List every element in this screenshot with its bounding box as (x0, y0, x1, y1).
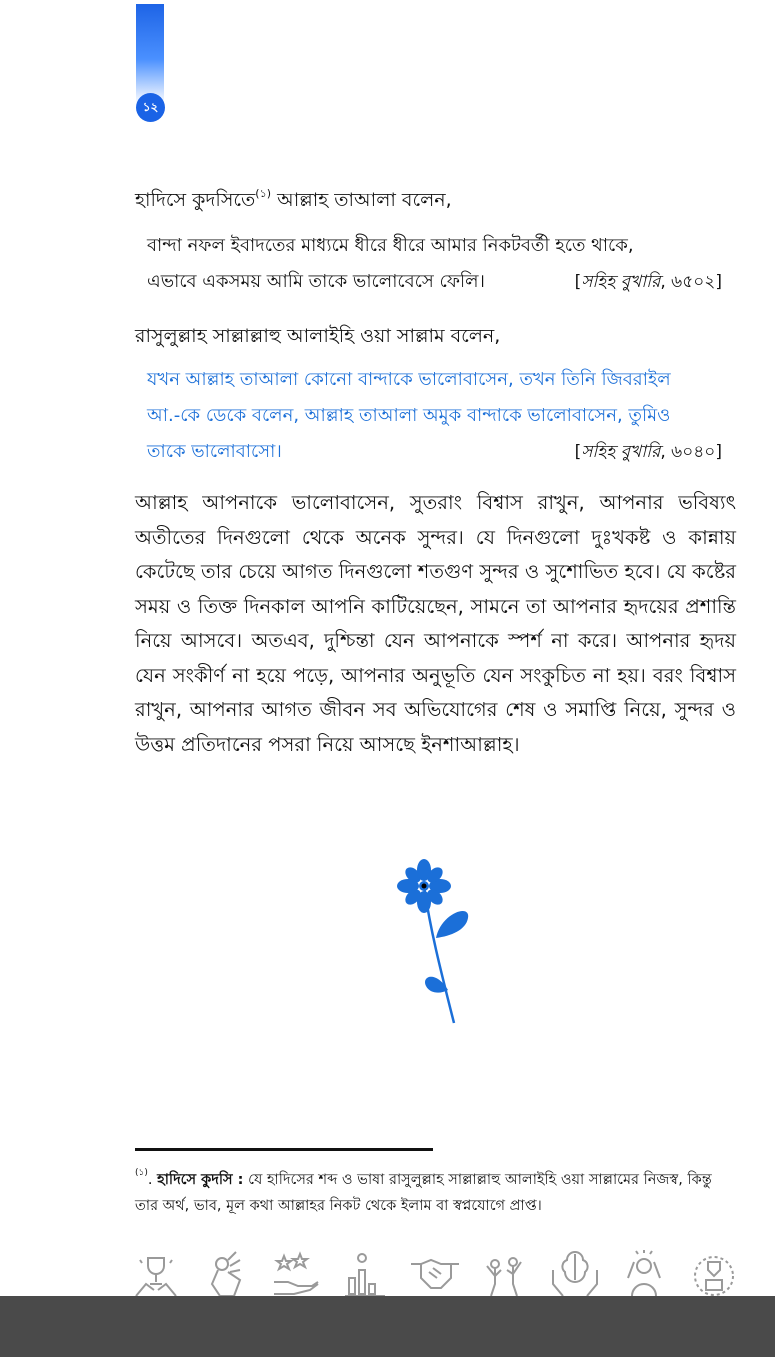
intro-hadith-qudsi (135, 187, 452, 213)
quote-line: তাকে ভালোবাসো। (147, 441, 282, 462)
quote-line: আ.-কে ডেকে বলেন, আল্লাহ তাআলা অমুক বান্দাকে ভালোবাসেন, তুমিও (147, 405, 671, 426)
teamwork-hands-icon (688, 1250, 740, 1298)
quote-line: এভাবে একসময় আমি তাকে ভালোবেসে ফেলি। (147, 271, 485, 292)
stressed-person-icon (618, 1250, 670, 1298)
hadith-reference: [সহিহ বুখারি, ৬৫০২] (574, 272, 722, 292)
reference-number: ৬০৪০ (671, 442, 716, 462)
handshake-icon (409, 1250, 461, 1298)
flower-icon (396, 858, 476, 1028)
quote-line: যখন আল্লাহ তাআলা কোনো বান্দাকে ভালোবাসেন, তখন তিনি জিবরাইল (147, 369, 671, 390)
hadith-reference: [সহিহ বুখারি, ৬০৪০] (574, 442, 722, 462)
intro-text: হাদিসে কুদসিতে (135, 189, 256, 211)
bottom-band (0, 1296, 775, 1357)
body-paragraph: আল্লাহ আপনাকে ভালোবাসেন, সুতরাং বিশ্বাস রাখুন, আপনার ভবিষ্যৎ অতীতের দিনগুলো থেকে অনেক সুন্দর। যে দিনগুলো দুঃখকষ্ট ও কান্নায় কেটেছে তার চেয়ে আগত দিনগুলো শতগুণ সুন্দর ও সুশোভিত হবে। যে কষ্টের সময় ও তিক্ত দিনকাল আপনি কাটিয়েছেন, সামনে তা আপনার হৃদয়ের প্রশান্তি নিয়ে আসবে। অতএব, দুশ্চিন্তা যেন আপনাকে স্পর্শ না করে। আপনার হৃদয় যেন সংকীর্ণ না হয়ে পড়ে, আপনার অনুভূতি যেন সংকুচিত না হয়। বরং বিশ্বাস রাখুন, আপনার আগত জীবন সব অভিযোগের শেষ ও সমাপ্তি নিয়ে, সুন্দর ও উত্তম প্রতিদানের পসরা নিয়ে আসছে ইনশাআল্লাহ। (135, 491, 736, 756)
footnote: $^{(১)}$. হাদিসে কুদসি : যে হাদিসের শব্দ ও ভাষা রাসুলুল্লাহ সাল্লাল্লাহু আলাইহি ওয়া সাল্লামের নিজস্ব, কিন্তু তার অর্থ, ভাব, মূল কথা আল্লাহর নিকট থেকে ইলাম বা স্বপ্নযোগে প্রাপ্ত। (135, 1168, 712, 1214)
reference-number: ৬৫০২ (671, 272, 716, 292)
ok-hand-icon (200, 1250, 252, 1298)
trophy-hands-icon (130, 1250, 182, 1298)
intro-prophet-said: রাসুলুল্লাহ সাল্লাল্লাহু আলাইহি ওয়া সাল্লাম বলেন, (135, 325, 501, 347)
celebrating-people-icon (479, 1250, 531, 1298)
page-number: ১২ (136, 93, 165, 122)
footnote-mark: (১) (135, 1168, 148, 1178)
reference-source: সহিহ বুখারি (581, 442, 661, 462)
brain-hands-icon (549, 1250, 601, 1298)
quote-hadith-1 (147, 228, 722, 300)
page-tab-bar (136, 4, 164, 104)
stars-hand-icon (270, 1250, 322, 1298)
footnote-reference[interactable]: (১) (255, 187, 272, 200)
intro-text-tail: আল্লাহ তাআলা বলেন, (271, 189, 452, 211)
quote-line: বান্দা নফল ইবাদতের মাধ্যমে ধীরে ধীরে আমার নিকটবর্তী হতে থাকে, (147, 235, 634, 256)
reference-source: সহিহ বুখারি (581, 272, 661, 292)
growth-bars-icon (339, 1250, 391, 1298)
footnote-divider (135, 1148, 433, 1151)
footnote-text: যে হাদিসের শব্দ ও ভাষা রাসুলুল্লাহ সাল্লাল্লাহু আলাইহি ওয়া সাল্লামের নিজস্ব, কিন্তু তার অর্থ, ভাব, মূল কথা আল্লাহর নিকট থেকে ইলাম বা স্বপ্নযোগে প্রাপ্ত। (135, 1172, 712, 1214)
footnote-term: হাদিসে কুদসি : (157, 1172, 244, 1188)
quote-hadith-2 (147, 362, 722, 470)
decorative-icons-row (130, 1248, 740, 1298)
